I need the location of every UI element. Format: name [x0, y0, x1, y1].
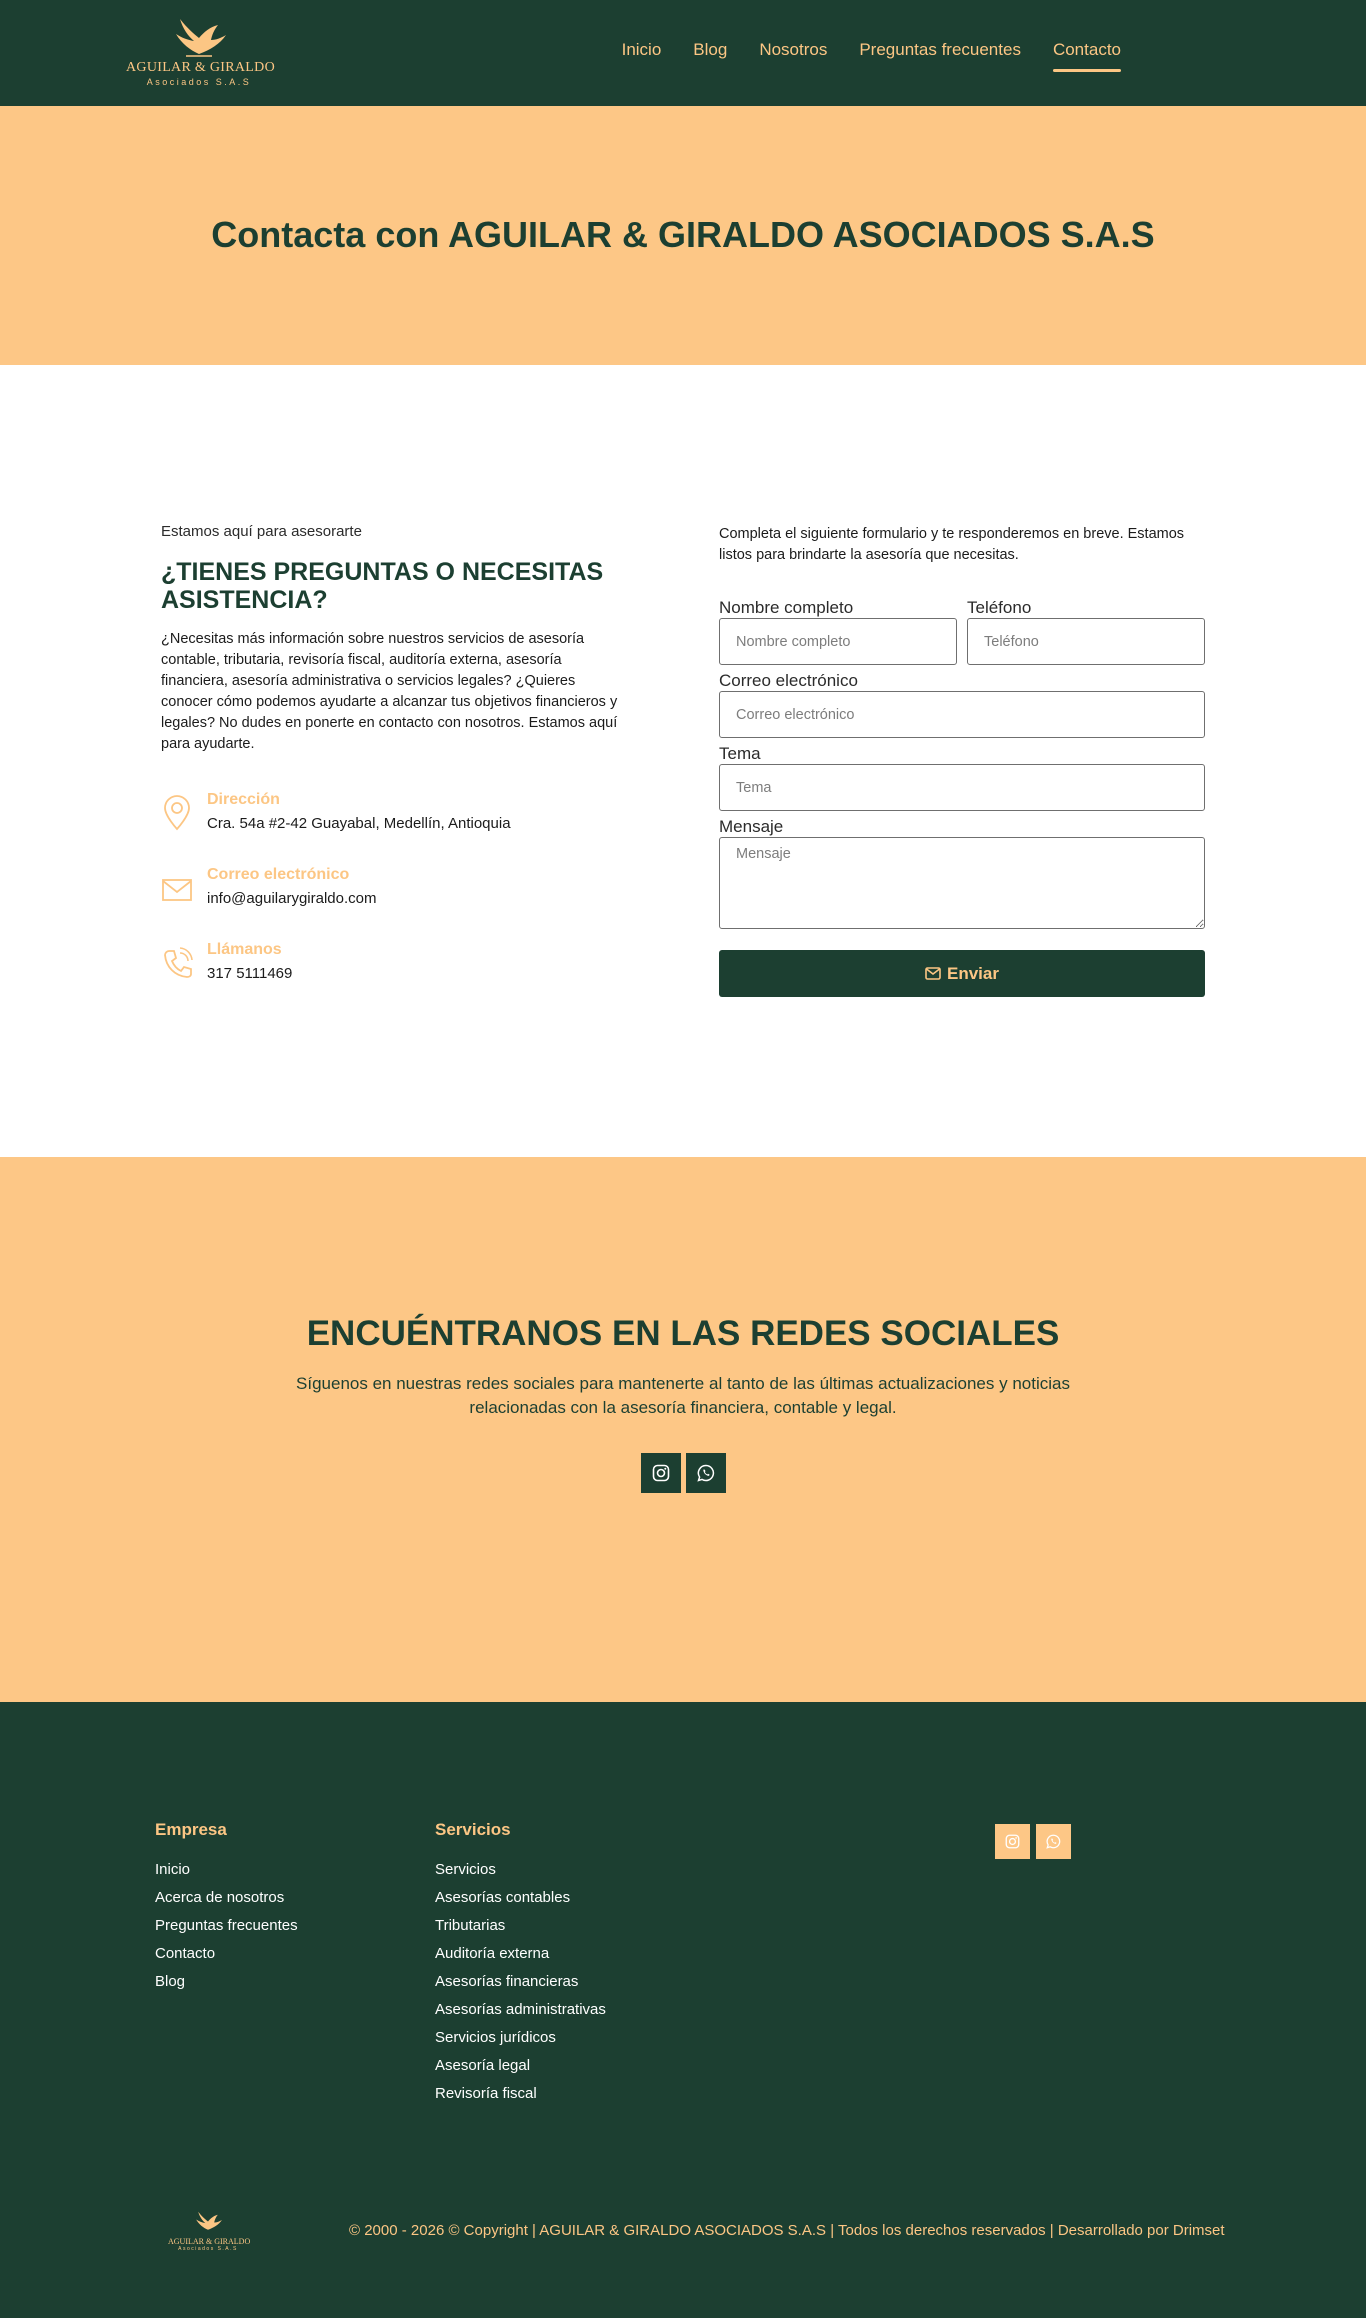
- envelope-icon: [161, 870, 193, 906]
- footer-whatsapp-button[interactable]: [1036, 1824, 1071, 1859]
- email-input[interactable]: [719, 691, 1205, 738]
- name-label: Nombre completo: [719, 598, 854, 617]
- map-pin-icon: [161, 795, 193, 831]
- contact-description: ¿Necesitas más información sobre nuestros servicios de asesoría contable, tributaria, revisoría fiscal, auditoría externa, asesoría financiera, asesoría administrativa o servicios legales? ¿Quieres conocer cómo podemos ayudarte a alcanzar tus objetivos financieros y legales? No dudes en ponerte en contacto con nosotros. Estamos aquí para ayudarte.: [161, 631, 618, 752]
- hero-section: [0, 106, 1366, 365]
- site-header: [0, 0, 1366, 106]
- logo-brand: AGUILAR & GIRALDO: [126, 60, 275, 75]
- social-title: ENCUÉNTRANOS EN LAS REDES SOCIALES: [306, 1314, 1060, 1353]
- phone-input[interactable]: [967, 618, 1205, 665]
- footer-empresa-links: [155, 1860, 298, 1991]
- footer-link-legal[interactable]: Asesoría legal: [435, 2057, 531, 2074]
- email-field-label: Correo electrónico: [719, 671, 858, 690]
- footer-link-auditoria[interactable]: Auditoría externa: [435, 1945, 550, 1962]
- page-title: Contacta con AGUILAR & GIRALDO ASOCIADOS S.A.S: [211, 214, 1155, 255]
- whatsapp-button[interactable]: [686, 1453, 726, 1493]
- instagram-icon: [652, 1464, 670, 1482]
- footer-link-tributarias[interactable]: Tributarias: [435, 1917, 506, 1934]
- info-email: [161, 866, 621, 916]
- form-intro: Completa el siguiente formulario y te responderemos en breve. Estamos listos para brindarte la asesoría que necesitas.: [719, 526, 1185, 563]
- envelope-icon: [925, 967, 941, 980]
- phone-value[interactable]: 317 5111469: [207, 965, 293, 982]
- email-label: Correo electrónico: [207, 866, 350, 883]
- contact-kicker: Estamos aquí para asesorarte: [161, 523, 362, 540]
- logo-sub: Asociados S.A.S: [146, 77, 252, 87]
- footer-link-servicios[interactable]: Servicios: [435, 1861, 496, 1878]
- main-nav: [622, 40, 1121, 72]
- footer-link-administrativas[interactable]: Asesorías administrativas: [435, 2001, 606, 2018]
- phone-label: Llámanos: [207, 941, 282, 958]
- social-text: Síguenos en nuestras redes sociales para mantenerte al tanto de las últimas actualizaciones y noticias relacionadas con la asesoría financiera, contable y legal.: [296, 1374, 1070, 1417]
- address-label: Dirección: [207, 791, 280, 808]
- footer-logo[interactable]: [168, 2210, 251, 2252]
- footer-link-blog[interactable]: Blog: [155, 1973, 186, 1990]
- social-section: [0, 1157, 1366, 1702]
- phone-icon: [161, 945, 193, 981]
- footer-link-financieras[interactable]: Asesorías financieras: [435, 1973, 579, 1990]
- nav-contacto[interactable]: Contacto: [1053, 40, 1121, 72]
- footer-link-preguntas[interactable]: Preguntas frecuentes: [155, 1917, 298, 1934]
- footer-instagram-button[interactable]: [995, 1824, 1030, 1859]
- message-label: Mensaje: [719, 817, 784, 836]
- name-input[interactable]: [719, 618, 957, 665]
- send-button-label: Enviar: [947, 963, 999, 983]
- nav-preguntas-frecuentes[interactable]: Preguntas frecuentes: [859, 40, 1021, 59]
- message-textarea[interactable]: [719, 837, 1205, 929]
- footer-empresa-title: Empresa: [155, 1820, 227, 1839]
- nav-blog[interactable]: Blog: [693, 40, 728, 59]
- info-address: [161, 791, 621, 841]
- phone-field-label: Teléfono: [967, 598, 1032, 617]
- nav-nosotros[interactable]: Nosotros: [759, 40, 828, 59]
- footer-logo-brand: AGUILAR & GIRALDO: [168, 2237, 251, 2246]
- footer-link-inicio[interactable]: Inicio: [155, 1861, 191, 1878]
- eagle-logo-icon: [168, 16, 230, 58]
- footer-link-contables[interactable]: Asesorías contables: [435, 1889, 571, 1906]
- copyright-text: © 2000 - 2026 © Copyright | AGUILAR & GIRALDO ASOCIADOS S.A.S | Todos los derechos reservados | Desarrollado por Drimset: [349, 2222, 1225, 2239]
- instagram-button[interactable]: [641, 1453, 681, 1493]
- subject-label: Tema: [719, 744, 761, 763]
- footer-link-contacto[interactable]: Contacto: [155, 1945, 216, 1962]
- footer-link-revisoria[interactable]: Revisoría fiscal: [435, 2085, 537, 2102]
- whatsapp-icon: [697, 1464, 715, 1482]
- footer-servicios-title: Servicios: [435, 1820, 511, 1839]
- footer-logo-sub: Asociados S.A.S: [178, 2246, 238, 2252]
- eagle-logo-icon: [192, 2210, 224, 2232]
- footer-link-acerca[interactable]: Acerca de nosotros: [155, 1889, 285, 1906]
- email-value[interactable]: info@aguilarygiraldo.com: [207, 890, 377, 907]
- contact-title: ¿TIENES PREGUNTAS O NECESITAS ASISTENCIA?: [161, 558, 604, 614]
- footer-servicios-links: [435, 1860, 606, 2103]
- subject-input[interactable]: [719, 764, 1205, 811]
- address-value: Cra. 54a #2-42 Guayabal, Medellín, Antioquia: [207, 815, 511, 832]
- whatsapp-icon: [1046, 1834, 1061, 1849]
- footer-link-juridicos[interactable]: Servicios jurídicos: [435, 2029, 556, 2046]
- nav-inicio[interactable]: Inicio: [621, 40, 662, 59]
- info-phone: [161, 941, 621, 991]
- send-button[interactable]: [719, 950, 1205, 997]
- instagram-icon: [1005, 1834, 1020, 1849]
- site-logo[interactable]: [126, 16, 275, 92]
